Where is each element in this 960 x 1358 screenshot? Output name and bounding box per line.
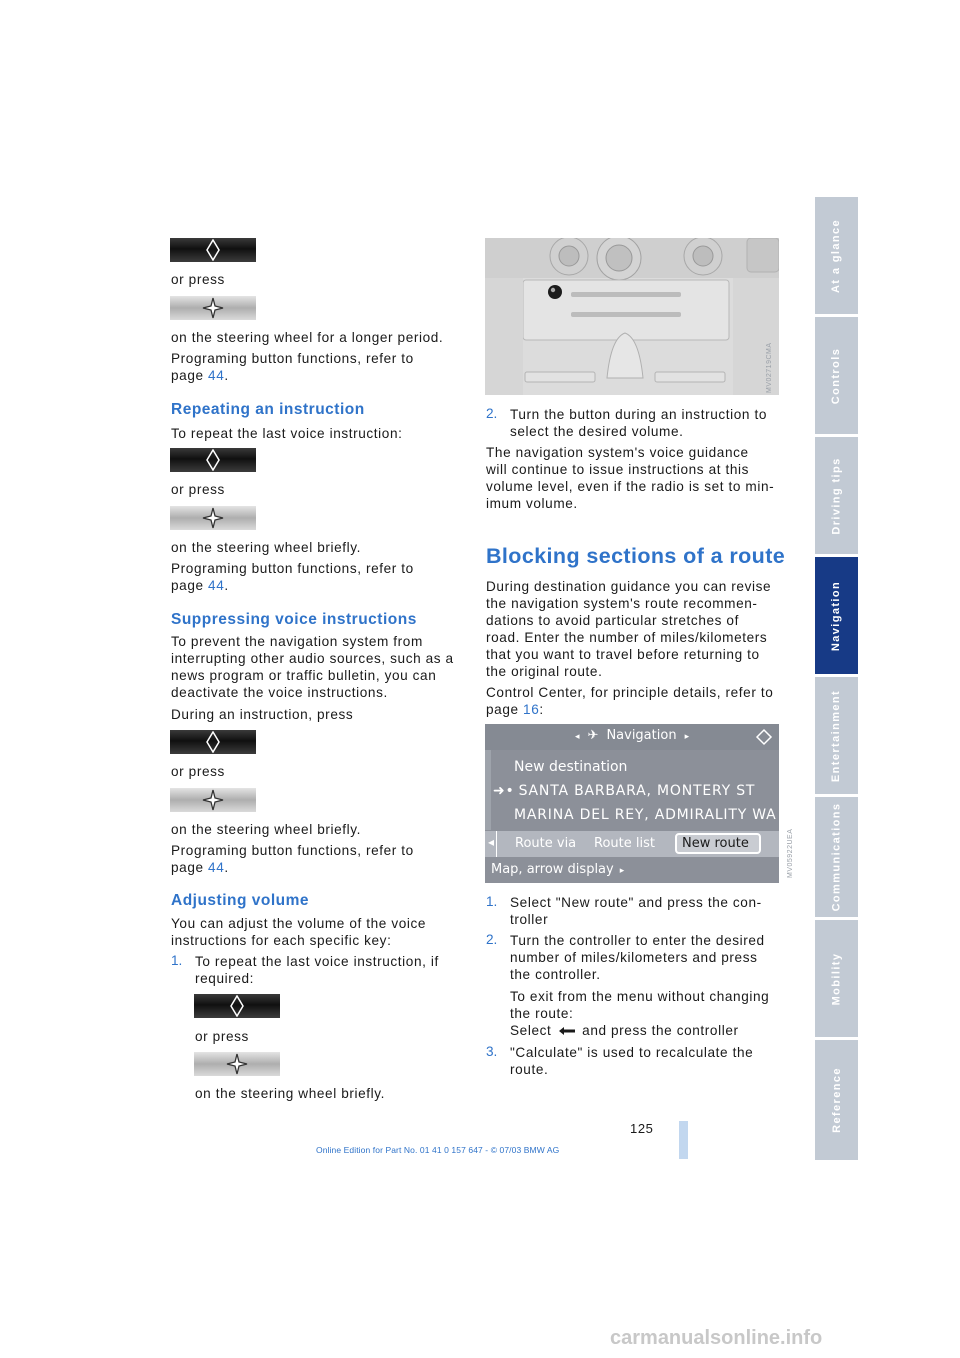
exit-text: To exit from the menu without changing [510, 989, 770, 1004]
prog-ref-text: Programing button functions, refer to [171, 561, 414, 576]
title-right-arrow-icon: ▸ [684, 732, 690, 742]
step-text: troller [510, 912, 549, 927]
steering-up-button-icon [170, 730, 256, 754]
active-destination-icon: ➜• [493, 783, 515, 799]
tab-controls[interactable]: Controls [815, 317, 858, 434]
steering-up-button-icon [170, 238, 256, 262]
or-press-text: or press [171, 272, 225, 287]
center-console-photo [485, 238, 779, 395]
exit-select-line: Select and press the controller [510, 1023, 739, 1038]
suppress-text: news program or traffic bulletin, you can [171, 668, 437, 683]
screen-code: MV05922UEA [787, 828, 794, 878]
steering-up-button-icon [170, 448, 256, 472]
tab-at-a-glance[interactable]: At a glance [815, 197, 858, 314]
step-text: "Calculate" is used to recalculate the [510, 1045, 754, 1060]
tab-mobility[interactable]: Mobility [815, 920, 858, 1037]
steering-down-button-icon [170, 506, 256, 530]
exit-text: the route: [510, 1006, 574, 1021]
during-text: During an instruction, press [171, 707, 354, 722]
step-number: 2. [486, 406, 498, 421]
back-arrow-icon[interactable]: ◂ [488, 835, 495, 849]
step-text: select the desired volume. [510, 424, 684, 439]
chevron-right-icon: ▸ [619, 866, 625, 876]
option-route-list[interactable]: Route list [594, 836, 655, 851]
repeat-text: To repeat the last voice instruction: [171, 426, 403, 441]
photo-code: MV02719CMA [766, 342, 773, 393]
or-press-text: or press [195, 1029, 249, 1044]
steering-down-button-icon [194, 1052, 280, 1076]
or-press-text: or press [171, 482, 225, 497]
step-number: 1. [486, 894, 498, 909]
prog-ref-text: Programing button functions, refer to [171, 351, 414, 366]
menu-destination-current[interactable]: ➜• SANTA BARBARA, MONTERY ST [493, 783, 756, 799]
page-edge-marker [679, 1121, 688, 1159]
steering-down-button-icon [170, 788, 256, 812]
tab-driving-tips[interactable]: Driving tips [815, 437, 858, 554]
steering-up-button-icon [194, 994, 280, 1018]
tab-communications[interactable]: Communications [815, 797, 858, 917]
page-link[interactable]: 44 [208, 368, 225, 383]
step-number: 3. [486, 1044, 498, 1059]
online-edition-note: Online Edition for Part No. 01 41 0 157 647 - © 07/03 BMW AG [316, 1145, 560, 1155]
prog-ref-page: page 44. [171, 578, 229, 593]
volume-text: imum volume. [486, 496, 578, 511]
step-text: route. [510, 1062, 549, 1077]
blocking-text: that you want to travel before returning to [486, 647, 760, 662]
blocking-text: During destination guidance you can revise [486, 579, 772, 594]
step-text: Turn the controller to enter the desired [510, 933, 765, 948]
control-center-page: page 16: [486, 702, 544, 717]
tab-navigation[interactable]: Navigation [815, 557, 858, 674]
watermark: carmanualsonline.info [610, 1327, 823, 1349]
screen-title: ◂ ✈ Navigation ▸ [575, 728, 690, 743]
step-number: 1. [171, 953, 183, 968]
screen-nav-corner-icon [754, 727, 774, 747]
blocking-text: the original route. [486, 664, 603, 679]
blocking-text: road. Enter the number of miles/kilometers [486, 630, 768, 645]
option-route-via[interactable]: Route via [515, 836, 577, 851]
adjust-text: instructions for each specific key: [171, 933, 392, 948]
prog-ref-text: Programing button functions, refer to [171, 843, 414, 858]
page-number: 125 [630, 1121, 654, 1136]
volume-text: will continue to issue instructions at this [486, 462, 750, 477]
suppress-heading: Suppressing voice instructions [171, 611, 417, 628]
step-number: 2. [486, 932, 498, 947]
brief-press-text: on the steering wheel briefly. [171, 822, 362, 837]
step-text: number of miles/kilometers and press [510, 950, 758, 965]
repeat-heading: Repeating an instruction [171, 401, 365, 418]
brief-press-text: on the steering wheel briefly. [195, 1086, 386, 1101]
page-link[interactable]: 44 [208, 578, 225, 593]
center-console-illustration [485, 238, 779, 395]
suppress-text: deactivate the voice instructions. [171, 685, 388, 700]
steering-down-button-icon [170, 296, 256, 320]
option-map-arrow-display[interactable]: Map, arrow display ▸ [491, 862, 625, 877]
step-text: To repeat the last voice instruction, if [195, 954, 439, 969]
title-left-arrow-icon: ◂ [575, 732, 580, 742]
step-text: required: [195, 971, 255, 986]
blocking-heading: Blocking sections of a route [486, 544, 786, 568]
or-press-text: or press [171, 764, 225, 779]
volume-text: The navigation system's voice guidance [486, 445, 749, 460]
suppress-text: To prevent the navigation system from [171, 634, 423, 649]
volume-text: volume level, even if the radio is set to min- [486, 479, 775, 494]
return-arrow-icon [556, 1024, 578, 1037]
long-press-text: on the steering wheel for a longer period. [171, 330, 444, 345]
menu-new-destination[interactable]: New destination [514, 759, 628, 775]
page-link[interactable]: 16 [523, 702, 540, 717]
control-center-text: Control Center, for principle details, refer to [486, 685, 774, 700]
page-link[interactable]: 44 [208, 860, 225, 875]
blocking-text: the navigation system's route recommen- [486, 596, 758, 611]
brief-press-text: on the steering wheel briefly. [171, 540, 362, 555]
step-text: Select "New route" and press the con- [510, 895, 762, 910]
tab-reference[interactable]: Reference [815, 1040, 858, 1160]
satellite-icon: ✈ [587, 728, 599, 743]
prog-ref-page: page 44. [171, 368, 229, 383]
menu-destination-previous[interactable]: MARINA DEL REY, ADMIRALITY WA [514, 807, 777, 823]
suppress-text: interrupting other audio sources, such as a [171, 651, 454, 666]
tab-entertainment[interactable]: Entertainment [815, 677, 858, 794]
step-text: Turn the button during an instruction to [510, 407, 767, 422]
adjust-text: You can adjust the volume of the voice [171, 916, 427, 931]
step-text: the controller. [510, 967, 601, 982]
blocking-text: dations to avoid particular stretches of [486, 613, 739, 628]
adjust-heading: Adjusting volume [171, 892, 310, 909]
navigation-screen [485, 724, 779, 883]
prog-ref-page: page 44. [171, 860, 229, 875]
option-new-route[interactable]: New route [682, 836, 749, 851]
